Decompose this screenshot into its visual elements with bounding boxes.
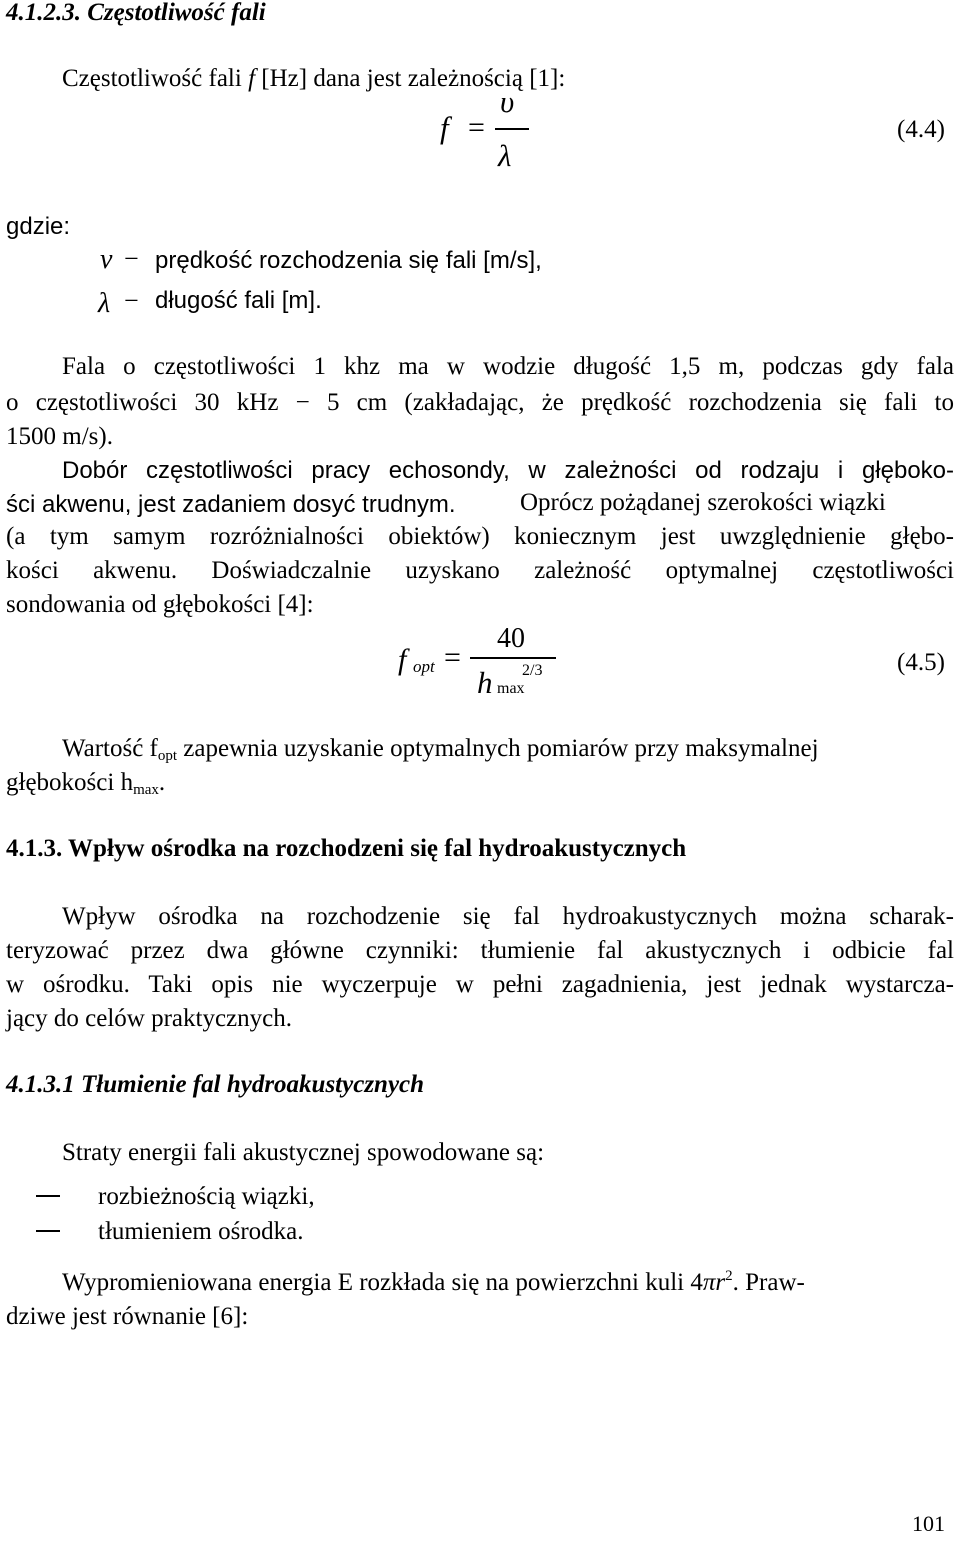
def-symbol-nu: ν <box>100 244 113 275</box>
page-number: 101 <box>912 1511 945 1536</box>
text-line: w ośrodku. Taki opis nie wyczerpuje w pełni zagadnienia, jest jednak wystarcza- <box>6 971 954 998</box>
list-item: rozbieżnością wiązki, <box>98 1183 315 1210</box>
eq44-numerator: υ <box>500 84 515 119</box>
paragraph-energy-losses: Straty energii fali akustycznej spowodowane są: <box>62 1139 545 1166</box>
eq45-lhs-subscript: opt <box>413 657 435 676</box>
list-dash <box>36 1230 60 1232</box>
list-item: tłumieniem ośrodka. <box>98 1218 304 1245</box>
text-line: sondowania od głębokości [4]: <box>6 591 314 618</box>
text-line: Oprócz pożądanej szerokości wiązki <box>520 489 886 516</box>
list-dash <box>36 1195 60 1197</box>
def-text-wavelength: długość fali [m]. <box>155 287 322 314</box>
eq44-label: (4.4) <box>897 116 945 143</box>
text-line: kości akwenu. Doświadczalnie uzyskano zależność optymalnej częstotliwości <box>6 557 954 584</box>
eq44-fraction-bar <box>495 128 529 130</box>
text-line: głębokości $h_{max}$. <box>6 769 166 798</box>
eq44-lhs: f <box>440 110 449 145</box>
text-line: Wpływ ośrodka na rozchodzenie się fal hydroakustycznych można scharak- <box>62 903 954 930</box>
eq45-denominator: h <box>477 665 493 700</box>
eq45-numerator: 40 <box>497 623 525 654</box>
eq45-denominator-subscript: max <box>497 680 525 697</box>
def-dash: − <box>124 286 139 315</box>
text-line: ści akwenu, jest zadaniem dosyć trudnym. <box>6 491 456 518</box>
eq45-lhs: f <box>398 643 407 676</box>
text-line: jący do celów praktycznych. <box>6 1005 292 1032</box>
text-line: Fala o częstotliwości 1 khz ma w wodzie długość 1,5 m, podczas gdy fala <box>62 353 954 380</box>
section-heading-4-1-2-3: 4.1.2.3. Częstotliwość fali <box>6 0 266 26</box>
eq45-label: (4.5) <box>897 649 945 676</box>
text-line: dziwe jest równanie [6]: <box>6 1303 249 1330</box>
text-line: 1500 m/s). <box>6 423 113 450</box>
text-line: Wartość $f_{opt}$ zapewnia uzyskanie optymalnych pomiarów przy maksymalnej <box>62 735 819 764</box>
text-line: (a tym samym rozróżnialności obiektów) koniecznym jest uwzględnienie głębo- <box>6 523 954 550</box>
text-line: Wypromieniowana energia E rozkłada się na powierzchni kuli $4\pi r^2$. Praw- <box>62 1268 805 1296</box>
eq45-denominator-exponent: 2/3 <box>522 662 543 679</box>
def-symbol-lambda: λ <box>98 288 111 319</box>
text-line: teryzować przez dwa główne czynniki: tłumienie fal akustycznych i odbicie fal <box>6 937 954 964</box>
eq45-fraction-bar <box>470 657 556 659</box>
section-heading-4-1-3: 4.1.3. Wpływ ośrodka na rozchodzeni się fal hydroakustycznych <box>6 835 687 862</box>
text-line: o częstotliwości 30 kHz − 5 cm (zakładając, że prędkość rozchodzenia się fali to <box>6 389 954 416</box>
eq45-equals: = <box>444 641 461 674</box>
where-label: gdzie: <box>6 213 71 240</box>
def-text-velocity: prędkość rozchodzenia się fali [m/s], <box>155 247 542 274</box>
eq44-denominator: λ <box>498 138 512 173</box>
eq44-equals: = <box>468 111 485 144</box>
section-heading-4-1-3-1: 4.1.3.1 Tłumienie fal hydroakustycznych <box>6 1071 425 1098</box>
paragraph-frequency-intro: Częstotliwość fali f [Hz] dana jest zależnością [1]: <box>62 65 566 92</box>
def-dash: − <box>124 244 139 273</box>
text-line: Dobór częstotliwości pracy echosondy, w zależności od rodzaju i głęboko- <box>62 457 954 484</box>
